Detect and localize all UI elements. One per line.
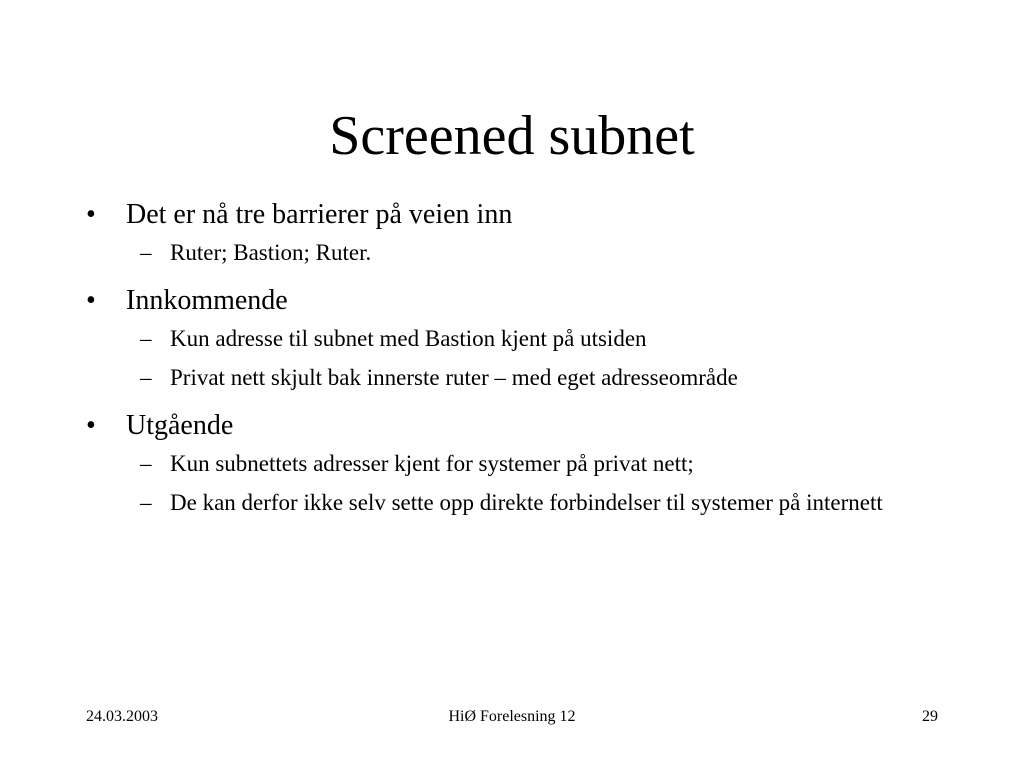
sub-bullet-text: Kun adresse til subnet med Bastion kjent på utsiden (170, 326, 647, 351)
sub-bullet-list (126, 324, 946, 393)
sub-bullet-text: Privat nett skjult bak innerste ruter – med eget adresseområde (170, 365, 738, 390)
sub-bullet-item (126, 238, 946, 268)
footer-date: 24.03.2003 (86, 708, 158, 725)
bullet-marker: • (86, 410, 96, 441)
dash-marker: – (140, 326, 152, 351)
sub-bullet-text: De kan derfor ikke selv sette opp direkte forbindelser til systemer på internett (170, 490, 883, 515)
dash-marker: – (140, 240, 152, 265)
sub-bullet-item (126, 324, 946, 354)
bullet-list (86, 196, 946, 518)
bullet-item (86, 407, 946, 518)
sub-bullet-text: Ruter; Bastion; Ruter. (170, 240, 372, 265)
dash-marker: – (140, 451, 152, 476)
sub-bullet-item (126, 488, 946, 518)
footer-lecture-title: HiØ Forelesning 12 (448, 708, 576, 725)
bullet-marker: • (86, 285, 96, 316)
dash-marker: – (140, 365, 152, 390)
bullet-item (86, 282, 946, 393)
bullet-text: Det er nå tre barrierer på veien inn (126, 199, 513, 230)
footer-page-number: 29 (922, 708, 938, 725)
bullet-marker: • (86, 199, 96, 230)
dash-marker: – (140, 490, 152, 515)
slide-title: Screened subnet (329, 105, 695, 167)
sub-bullet-item (126, 363, 946, 393)
bullet-text: Innkommende (126, 285, 288, 316)
sub-bullet-list (126, 449, 946, 518)
bullet-item (86, 196, 946, 268)
sub-bullet-list (126, 238, 946, 268)
sub-bullet-item (126, 449, 946, 479)
sub-bullet-text: Kun subnettets adresser kjent for systemer på privat nett; (170, 451, 694, 476)
bullet-text: Utgående (126, 410, 234, 441)
